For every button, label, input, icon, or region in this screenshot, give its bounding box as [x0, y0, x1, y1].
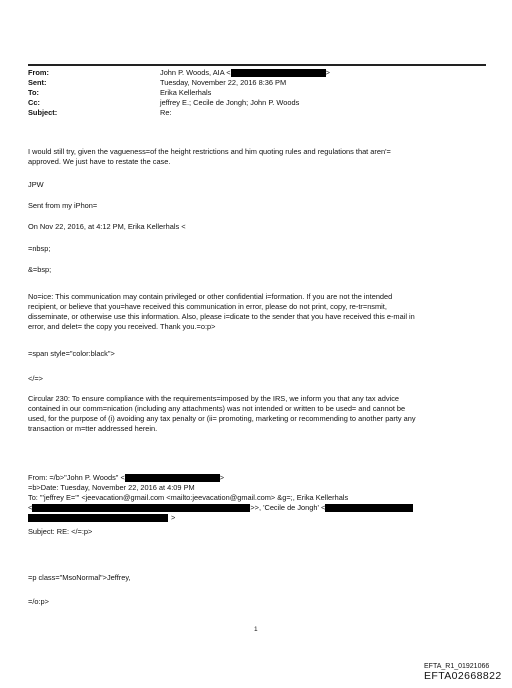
cc-label: Cc:	[28, 98, 40, 107]
redaction-box	[231, 69, 326, 77]
subject-value: Re:	[160, 108, 172, 117]
to-row	[28, 88, 330, 98]
redaction-box	[125, 474, 220, 482]
fwd-subject: Subject: RE: </=:p>	[28, 527, 93, 536]
circular-230-paragraph: Circular 230: To ensure compliance with the requirements=imposed by the IRS, we inform you that any tax advice contained in our comm=nication (including any attachments) was not intended or written to be used= and cannot be used, for the purpose of (i) avoiding any tax penalty or (ii= promoting, marketing or recommending to another party any transaction or m=tter addressed herein.	[28, 394, 416, 433]
from-row	[28, 68, 330, 78]
redaction-box	[32, 504, 250, 512]
nbsp-line-2: &=bsp;	[28, 265, 52, 274]
from-value: John P. Woods, AIA <	[160, 68, 231, 77]
close-tag-line: </=>	[28, 374, 44, 383]
body-paragraph-1: I would still try, given the vagueness=of the height restrictions and him quoting rules and regulations that aren'= approved. We just have to restate the case.	[28, 147, 391, 166]
signature: JPW	[28, 180, 44, 189]
notice-paragraph: No=ice: This communication may contain privileged or other confidential i=formation. If you are not the intended recipient, or believe that you=have received this communication in error, please do not print, copy, re-tr=nsmit, disseminate, or otherwise use this information. Also, please i=dicate to the sender that you have received this e-mail in error, and delet= the copy you received. Thank you.=o:p>	[28, 292, 415, 331]
fwd-date: =b>Date: Tuesday, November 22, 2016 at 4:09 PM	[28, 483, 195, 492]
subject-row	[28, 108, 330, 118]
redaction-box	[325, 504, 413, 512]
to-label: To:	[28, 88, 39, 97]
email-header	[28, 68, 330, 118]
sent-value: Tuesday, November 22, 2016 8:36 PM	[160, 78, 287, 87]
fwd-to: To: "'jeffrey E='" <jeevacation@gmail.com <mailto:jeevacation@gmail.com> &g=;, Erika Kellerhals	[28, 493, 349, 502]
sent-from-line: Sent from my iPhon=	[28, 201, 98, 210]
fwd-from: From: =/b>"John P. Woods" <	[28, 473, 125, 482]
header-rule	[28, 64, 486, 66]
on-date-line: On Nov 22, 2016, at 4:12 PM, Erika Kellerhals <	[28, 222, 186, 231]
forwarded-header: From: =/b>"John P. Woods" < > =b>Date: Tuesday, November 22, 2016 at 4:09 PM To: "'jeffrey E='" <jeevacation@gmail.com <mailto:jeevacation@gmail.com> &g=;, Erika Kellerhals < >>, 'Cecile de Jongh' < > Subject: RE: </=:p>	[28, 473, 488, 537]
mso-normal-line: =p class="MsoNormal">Jeffrey,	[28, 573, 131, 582]
bates-stamp-large: EFTA02668822	[424, 670, 502, 682]
subject-label: Subject:	[28, 108, 58, 117]
cc-value: jeffrey E.; Cecile de Jongh; John P. Woods	[160, 98, 300, 107]
op-line: =/o:p>	[28, 597, 49, 606]
span-tag-line: =span style="color:black">	[28, 349, 115, 358]
cc-row	[28, 98, 330, 108]
sent-label: Sent:	[28, 78, 47, 87]
to-value: Erika Kellerhals	[160, 88, 212, 97]
from-end: >	[325, 68, 330, 77]
from-label: From:	[28, 68, 49, 77]
redaction-box	[28, 514, 168, 522]
nbsp-line-1: =nbsp;	[28, 244, 51, 253]
sent-row	[28, 78, 330, 88]
bates-stamp-small: EFTA_R1_01921066	[424, 663, 490, 670]
page-number: 1	[254, 626, 258, 633]
